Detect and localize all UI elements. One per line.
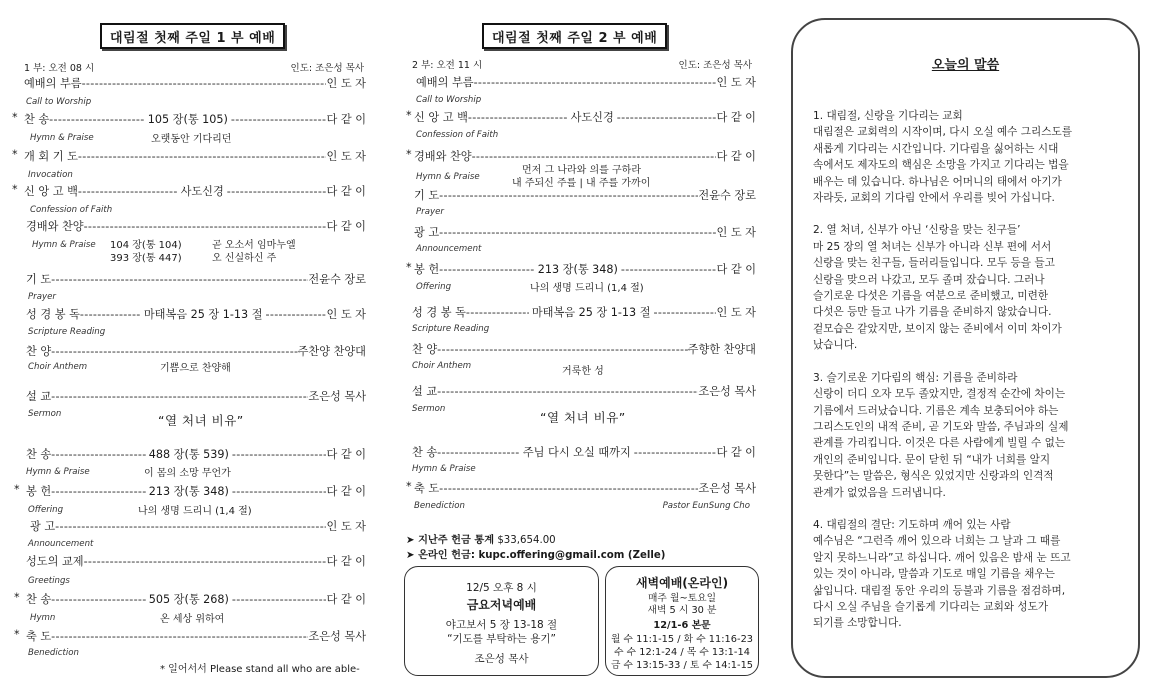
s2-anthem: 찬 양 ----- 주향한 찬양대 (412, 341, 756, 357)
s1-prayer: 기 도 ----- 전윤수 장로 (26, 271, 366, 287)
s1-benediction: * 축 도 ----- 조은성 목사 (26, 628, 366, 644)
s1-call: 예배의 부름 ----- 인 도 자 (24, 75, 366, 91)
s1-praise-song2-num: 393 장(통 447) (110, 253, 182, 264)
s1-sermon-eng: Sermon (28, 409, 62, 419)
stand-note: * 일어서서 Please stand all who are able- (160, 664, 360, 675)
s2-praise-eng: Hymn & Praise (416, 172, 480, 182)
dawn-service-box (605, 566, 759, 676)
stand-marker: * (12, 183, 18, 196)
todays-word-text (813, 108, 1124, 632)
s1-sermon: 설 교 ----- 조은성 목사 (26, 388, 366, 404)
s1-sermon-title: “열 처녀 비유” (158, 413, 244, 428)
dawn-reading-2: 수 수 12:1-24 / 목 수 13:1-14 (614, 647, 750, 658)
s2-announce-eng: Announcement (416, 244, 482, 254)
s2-prayer: 기 도 ----- 전윤수 장로 (414, 187, 756, 203)
word-column (791, 0, 1140, 696)
service1-time: 1 부: 오전 08 시 (24, 63, 95, 74)
dawn-time: 새벽 5 시 30 분 (647, 605, 717, 616)
s2-offering-title: 나의 생명 드리니 (1,4 절) (530, 283, 644, 294)
service2-column (404, 0, 756, 696)
friday-service-box (404, 566, 599, 676)
service1-title: 대림절 첫째 주일 1 부 예배 (100, 23, 285, 49)
s1-benediction-eng: Benediction (28, 648, 79, 658)
s2-anthem-title: 거룩한 성 (562, 366, 604, 377)
service2-title: 대림절 첫째 주일 2 부 예배 (482, 23, 667, 49)
s1-scripture-eng: Scripture Reading (28, 327, 106, 337)
service2-leader: 인도: 조은성 목사 (678, 60, 752, 71)
s1-praise-song1-num: 104 장(통 104) (110, 240, 182, 251)
word-paragraph-3: 3. 슬기로운 기다림의 핵심: 기름을 준비하라 신랑이 더디 오자 모두 졸았지만, 결정적 순간에 차이는 기름에서 드러났습니다. 기름은 계속 보충되어야 하는 그리스도인의 내적 준비, 곧 기도와 말씀, 주님과의 실제 관계를 가리킵니다. 이것은 다른 사람에게 빌릴 수 없는 개인의 준비입니다. 문이 닫힌 뒤 “내가 너희를 알지 못한다”는 말씀은, 형식은 있었지만 신랑과의 인격적 관계가 없었음을 드러냅니다. (813, 371, 1069, 499)
stand-marker: * (406, 109, 412, 122)
s2-praise-song2: 내 주되신 주를 | 내 주를 가까이 (512, 178, 651, 189)
s2-prayer-eng: Prayer (416, 207, 444, 217)
s2-scripture-eng: Scripture Reading (412, 324, 490, 334)
s1-call-eng: Call to Worship (26, 97, 92, 107)
s1-offering: * 봉 헌 ----- 213 장(통 348) ----- 다 같 이 (26, 483, 366, 499)
s1-greetings-eng: Greetings (28, 576, 70, 586)
s2-hymn: 찬 송 ----- 주님 다시 오실 때까지 ----- 다 같 이 (412, 444, 756, 460)
s2-hymn-eng: Hymn & Praise (412, 464, 476, 474)
s1-announce-eng: Announcement (28, 539, 94, 549)
s1-hymn3: * 찬 송 ----- 505 장(통 268) ----- 다 같 이 (26, 591, 366, 607)
friday-scripture: 야고보서 5 장 13-18 절 (445, 619, 558, 631)
stand-marker: * (14, 628, 20, 641)
s2-scripture: 성 경 봉 독 ----- 마태복음 25 장 1-13 절 ----- 인 도 자 (412, 304, 756, 320)
s2-benediction: * 축 도 ----- 조은성 목사 (414, 480, 756, 496)
friday-pastor: 조은성 목사 (474, 653, 529, 665)
s1-hymn3-title: 온 세상 위하여 (160, 614, 225, 625)
s1-invocation-eng: Invocation (28, 170, 73, 180)
s2-sermon-title: “열 처녀 비유” (540, 410, 626, 425)
word-paragraph-2: 2. 열 처녀, 신부가 아닌 ‘신랑을 맞는 친구들’ 마 25 장의 열 처녀는 신부가 아니라 신부 편에 서서 신랑을 맞는 친구들, 들러리들입니다. 모두 등을 들고 신랑을 맞으러 나갔고, 모두 졸며 잤습니다. 그러나 슬기로운 다섯은 기름을 여분으로 준비했고, 미련한 다섯은 등만 들고 나가 기름을 준비하지 않았습니다. 겉모습은 같았지만, 보이지 않는 준비에서 이미 차이가 났습니다. (813, 224, 1062, 352)
s1-hymn3-eng: Hymn (30, 613, 56, 623)
s1-anthem-eng: Choir Anthem (28, 362, 88, 372)
s2-announce: 광 고 ----- 인 도 자 (414, 224, 756, 240)
s1-invocation: * 개 회 기 도 ----- 인 도 자 (24, 148, 366, 164)
dawn-reading-3: 금 수 13:15-33 / 토 수 14:1-15 (610, 660, 754, 671)
word-paragraph-4: 4. 대림절의 결단: 기도하며 깨어 있는 사람 예수님은 “그런즉 깨어 있으라 너희는 그 날과 그 때를 알지 못하느니라”고 하십니다. 깨어 있음은 밤새 눈 뜨고 있는 것이 아니라, 말씀과 기도로 매일 기름을 채우는 삶입니다. 대림절 동안 우리의 등불과 기름을 점검하며, 다시 오실 주님을 슬기롭게 기다리는 교회와 성도가 되기를 소망합니다. (813, 518, 1071, 630)
s1-praise-song1-title: 곧 오소서 임마누엘 (212, 240, 296, 251)
s1-praise-eng: Hymn & Praise (32, 240, 96, 250)
s1-creed: * 신 앙 고 백 ----- 사도신경 ----- 다 같 이 (24, 183, 366, 199)
s2-anthem-eng: Choir Anthem (412, 361, 472, 371)
stand-marker: * (12, 148, 18, 161)
s1-hymn1: * 찬 송 ----- 105 장(통 105) ----- 다 같 이 (24, 111, 366, 127)
s1-offering-eng: Offering (28, 505, 64, 515)
todays-word-box (791, 18, 1140, 678)
stand-marker: * (406, 261, 412, 274)
offering-stats: ➤ 지난주 헌금 통계 $33,654.00 (406, 535, 556, 546)
stand-marker: * (14, 483, 20, 496)
s1-hymn2-eng: Hymn & Praise (26, 467, 90, 477)
s1-anthem: 찬 양 ----- 주찬양 찬양대 (26, 343, 366, 359)
s1-offering-title: 나의 생명 드리니 (1,4 절) (138, 506, 252, 517)
s2-offering: * 봉 헌 ----- 213 장(통 348) ----- 다 같 이 (414, 261, 756, 277)
online-offering: ➤ 온라인 헌금: kupc.offering@gmail.com (Zelle) (406, 550, 666, 561)
s1-praise-song2-title: 오 신실하신 주 (212, 253, 277, 264)
s2-creed-eng: Confession of Faith (416, 130, 499, 140)
s1-prayer-eng: Prayer (28, 292, 56, 302)
dawn-reading-1: 월 수 11:1-15 / 화 수 11:16-23 (610, 634, 754, 645)
s2-creed: * 신 앙 고 백 ----- 사도신경 ----- 다 같 이 (414, 109, 756, 125)
s2-sermon-eng: Sermon (412, 404, 446, 414)
s2-sermon: 설 교 ----- 조은성 목사 (412, 383, 756, 399)
s1-praise: 경배와 찬양 ----- 다 같 이 (26, 218, 366, 234)
s1-creed-eng: Confession of Faith (30, 205, 113, 215)
s1-hymn2-title: 이 몸의 소망 무언가 (144, 468, 231, 479)
s1-hymn1-title: 오랫동안 기다리던 (151, 134, 232, 145)
stand-marker: * (12, 111, 18, 124)
s2-praise: * 경배와 찬양 ----- 다 같 이 (414, 148, 756, 164)
stand-marker: * (14, 591, 20, 604)
stand-marker: * (406, 480, 412, 493)
s1-greetings: 성도의 교제 ----- 다 같 이 (26, 553, 366, 569)
todays-word-title: 오늘의 말씀 (931, 58, 1000, 73)
s1-anthem-title: 기쁨으로 찬양해 (160, 363, 231, 374)
dawn-range: 12/1-6 본문 (653, 620, 711, 631)
s2-praise-song1: 먼저 그 나라와 의를 구하라 (522, 165, 641, 176)
word-paragraph-1: 1. 대림절, 신랑을 기다리는 교회 대림절은 교회력의 시작이며, 다시 오실 예수 그리스도를 새롭게 기다리는 시간입니다. 기다림을 싫어하는 시대 속에서도 제자도의 핵심은 소망을 가지고 기다리는 법을 배우는 데 있습니다. 하나님은 어머니의 태에서 아기가 자라듯, 교회의 기다림 안에서 우리를 빚어 가십니다. (813, 110, 1072, 205)
dawn-days: 매주 월~토요일 (647, 593, 717, 604)
friday-subtitle: “기도를 부탁하는 용기” (447, 633, 556, 645)
s2-offering-eng: Offering (416, 282, 452, 292)
service2-time: 2 부: 오전 11 시 (412, 60, 483, 71)
service1-leader: 인도: 조은성 목사 (290, 63, 364, 74)
s2-call-eng: Call to Worship (416, 95, 482, 105)
s2-benediction-eng: Benediction (414, 501, 465, 511)
friday-time: 12/5 오후 8 시 (466, 582, 537, 594)
service1-column (14, 0, 366, 696)
s2-pastor-name: Pastor EunSung Cho (662, 501, 750, 511)
s1-scripture: 성 경 봉 독 ----- 마태복음 25 장 1-13 절 ----- 인 도 자 (26, 306, 366, 322)
s1-hymn2: 찬 송 ----- 488 장(통 539) ----- 다 같 이 (26, 446, 366, 462)
friday-title: 금요저녁예배 (466, 598, 537, 612)
s1-announce: 광 고 ----- 인 도 자 (30, 518, 366, 534)
s2-call: 예배의 부름 ----- 인 도 자 (416, 74, 756, 90)
dawn-title: 새벽예배(온라인) (635, 576, 729, 590)
stand-marker: * (406, 148, 412, 161)
s1-hymn1-eng: Hymn & Praise (30, 133, 94, 143)
